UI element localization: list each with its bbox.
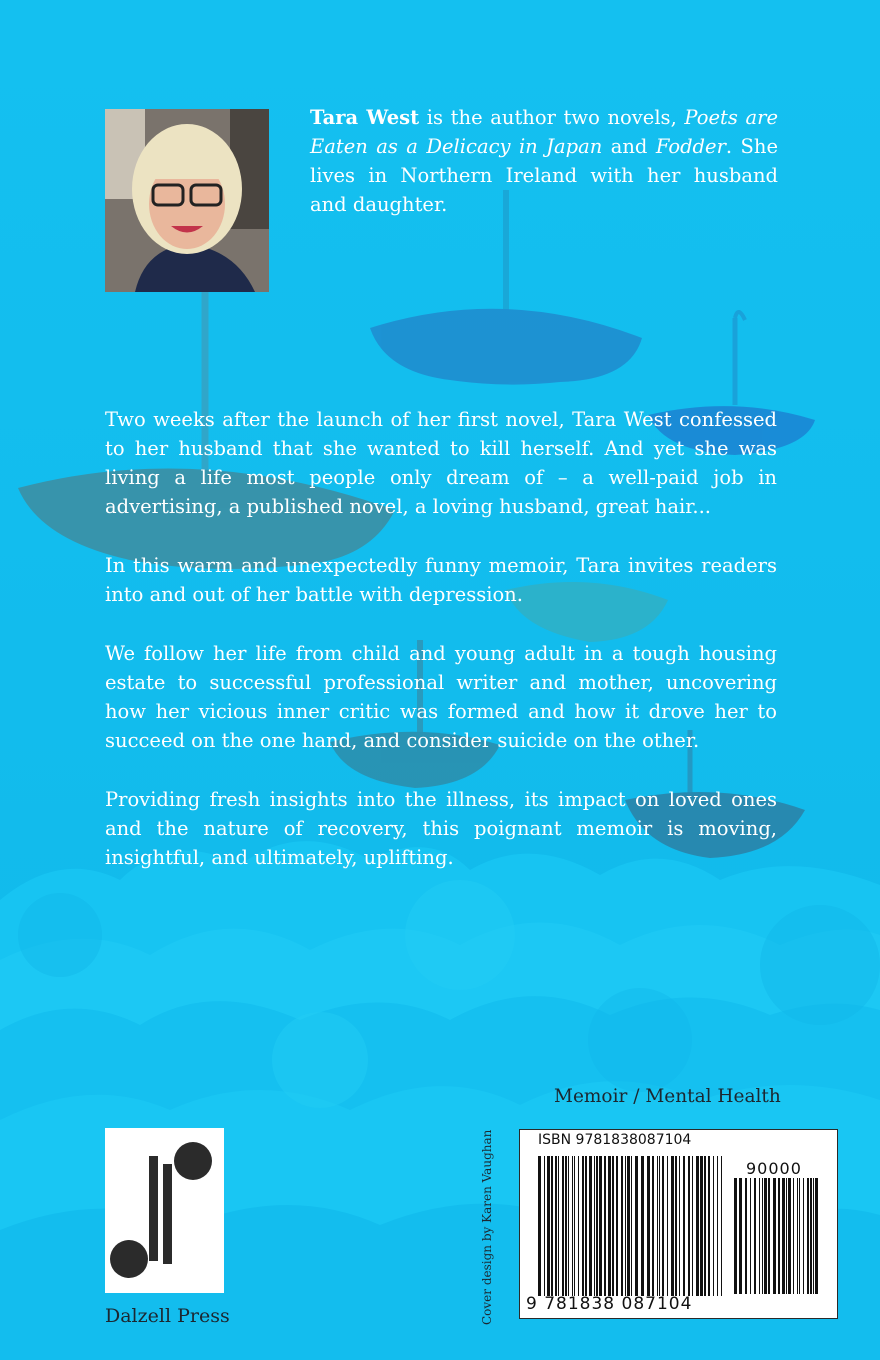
barcode-bar [558, 1156, 559, 1296]
barcode-bar [778, 1178, 780, 1294]
barcode-bar [625, 1156, 626, 1296]
barcode-bar [555, 1156, 557, 1296]
barcode-bar [675, 1156, 677, 1296]
barcode-bar [551, 1156, 553, 1296]
barcode-bar [721, 1156, 722, 1296]
barcode-bar [764, 1178, 767, 1294]
author-photo [105, 109, 269, 292]
barcode-bar [616, 1156, 618, 1296]
barcode-bar [759, 1178, 760, 1294]
barcode-bar [565, 1156, 567, 1296]
blurb-paragraph: Providing fresh insights into the illness, its impact on loved ones and the nature of recovery, this poignant memoir is moving, insightful, and ultimately, uplifting. [105, 788, 777, 869]
cover-design-credit: Cover design by Karen Vaughan [480, 1129, 494, 1325]
barcode-bar [815, 1178, 818, 1294]
barcode-bars [538, 1156, 728, 1296]
barcode-bar [647, 1156, 650, 1296]
barcode-bar [768, 1178, 770, 1294]
barcode-bar [797, 1178, 798, 1294]
barcode-bar [547, 1156, 550, 1296]
barcode-bar [599, 1156, 602, 1296]
barcode-bar [810, 1178, 812, 1294]
barcode-bar [713, 1156, 714, 1296]
publisher-name: Dalzell Press [105, 1305, 230, 1327]
barcode-bar [807, 1178, 809, 1294]
barcode-bar [692, 1156, 693, 1296]
barcode-addon-bars [734, 1178, 822, 1294]
barcode-bar [582, 1156, 584, 1296]
novel-title: Fodder [655, 135, 726, 158]
novel-title: Poets are Eaten as a Delicacy in Japan [310, 106, 779, 158]
barcode-bar [788, 1178, 791, 1294]
barcode-bar [708, 1156, 710, 1296]
author-bio-text: and [602, 135, 656, 158]
barcode-bar [574, 1156, 575, 1296]
barcode-bar [635, 1156, 638, 1296]
barcode-bar [799, 1178, 800, 1294]
barcode-bar [594, 1156, 595, 1296]
barcode-bar [578, 1156, 579, 1296]
barcode-bar [657, 1156, 658, 1296]
blurb-paragraph: In this warm and unexpectedly funny memoir, Tara invites readers into and out of her battle with depression. [105, 554, 777, 606]
barcode-bar [572, 1156, 573, 1296]
isbn-label: ISBN 9781838087104 [538, 1132, 692, 1148]
barcode-bar [793, 1178, 794, 1294]
isbn-digits: 9 781838 087104 [526, 1294, 693, 1314]
barcode-bar [773, 1178, 776, 1294]
barcode-bar [621, 1156, 623, 1296]
barcode-bar [803, 1178, 804, 1294]
author-bio-text: . She lives in Northern Ireland with her husband and daughter. [310, 135, 778, 216]
blurb-paragraph: Two weeks after the launch of her first novel, Tara West confessed to her husband that she wanted to kill herself. And yet she was living a life most people only dream of – a well-paid job in advertising, a published novel, a loving husband, great hair... [105, 408, 777, 518]
barcode-bar [750, 1178, 751, 1294]
barcode-bar [652, 1156, 654, 1296]
barcode-bar [813, 1178, 814, 1294]
barcode-bar [589, 1156, 592, 1296]
barcode-bar [679, 1156, 680, 1296]
barcode-bar [717, 1156, 718, 1296]
barcode-bar [700, 1156, 703, 1296]
author-name: Tara West [310, 106, 420, 129]
barcode-bar [782, 1178, 785, 1294]
barcode-bar [568, 1156, 569, 1296]
publisher-logo [105, 1128, 224, 1293]
barcode-bar [544, 1156, 545, 1296]
barcode-bar [739, 1178, 742, 1294]
barcode-bar [627, 1156, 630, 1296]
barcode-bar [538, 1156, 541, 1296]
barcode-bar [683, 1156, 685, 1296]
genre-label: Memoir / Mental Health [554, 1086, 781, 1107]
barcode-bar [562, 1156, 564, 1296]
author-bio [310, 103, 778, 219]
barcode-bar [667, 1156, 668, 1296]
barcode-bar [662, 1156, 664, 1296]
barcode-bar [762, 1178, 763, 1294]
barcode-bar [608, 1156, 611, 1296]
barcode-bar [745, 1178, 747, 1294]
barcode-bar [631, 1156, 632, 1296]
barcode-bar [786, 1178, 787, 1294]
blurb-paragraph: We follow her life from child and young adult in a tough housing estate to successful professional writer and mother, uncovering how her vicious inner critic was formed and how it drove her to succeed on the one hand, and consider suicide on the other. [105, 642, 777, 752]
barcode-bar [704, 1156, 706, 1296]
barcode-bar [596, 1156, 598, 1296]
barcode-bar [734, 1178, 737, 1294]
isbn-barcode [519, 1129, 838, 1319]
barcode-bar [671, 1156, 674, 1296]
barcode-bar [612, 1156, 614, 1296]
barcode-bar [659, 1156, 660, 1296]
barcode-bar [754, 1178, 756, 1294]
author-bio-text: is the author two novels, [419, 106, 685, 129]
barcode-bar [585, 1156, 587, 1296]
barcode-bar [641, 1156, 644, 1296]
barcode-bar [688, 1156, 690, 1296]
price-code: 90000 [746, 1159, 802, 1178]
barcode-bar [696, 1156, 699, 1296]
barcode-bar [604, 1156, 606, 1296]
